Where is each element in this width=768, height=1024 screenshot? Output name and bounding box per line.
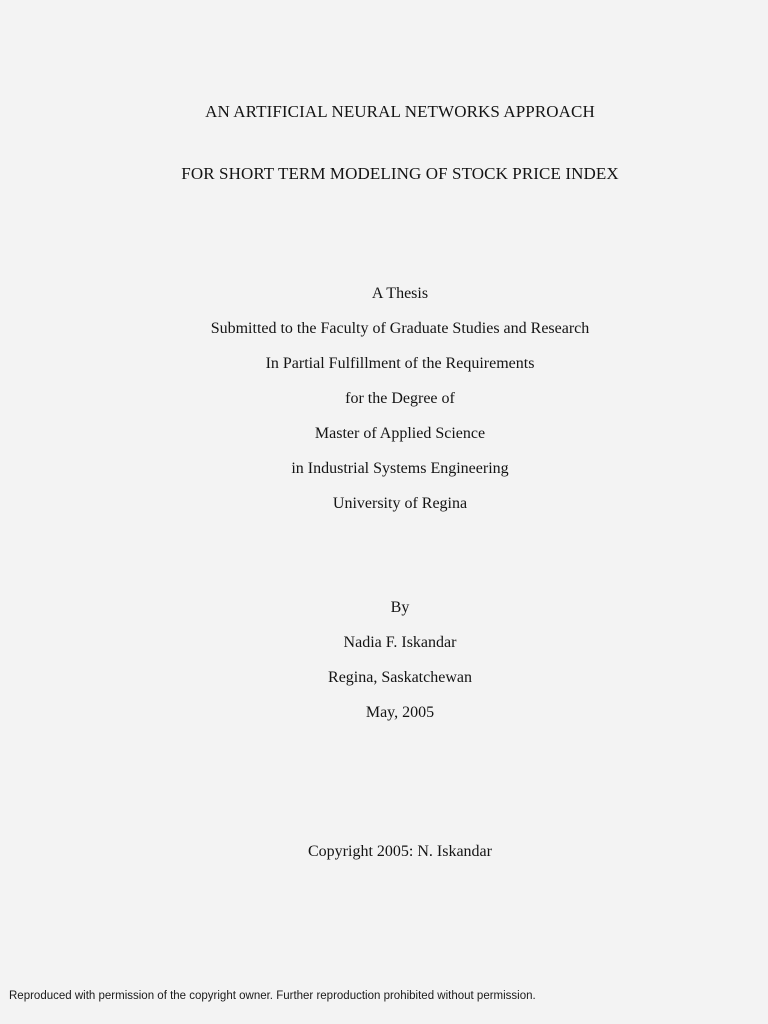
degree-intro: for the Degree of — [345, 390, 455, 407]
submission-date: May, 2005 — [365, 704, 435, 721]
document-type: A Thesis — [371, 285, 429, 302]
author-name: Nadia F. Iskandar — [343, 634, 457, 651]
author-location: Regina, Saskatchewan — [328, 669, 472, 686]
thesis-title-line-1: AN ARTIFICIAL NEURAL NETWORKS APPROACH — [205, 102, 595, 121]
by-label: By — [390, 599, 410, 616]
fulfillment-statement: In Partial Fulfillment of the Requirements — [265, 355, 535, 372]
copyright-notice: Copyright 2005: N. Iskandar — [308, 843, 492, 860]
thesis-title-line-2: FOR SHORT TERM MODELING OF STOCK PRICE INDEX — [181, 164, 619, 183]
degree-name: Master of Applied Science — [314, 425, 486, 442]
university-name: University of Regina — [332, 495, 468, 512]
submitted-to: Submitted to the Faculty of Graduate Studies and Research — [210, 320, 590, 337]
reproduction-notice: Reproduced with permission of the copyright owner. Further reproduction prohibited without permission. — [9, 990, 536, 1002]
degree-field: in Industrial Systems Engineering — [291, 460, 509, 477]
